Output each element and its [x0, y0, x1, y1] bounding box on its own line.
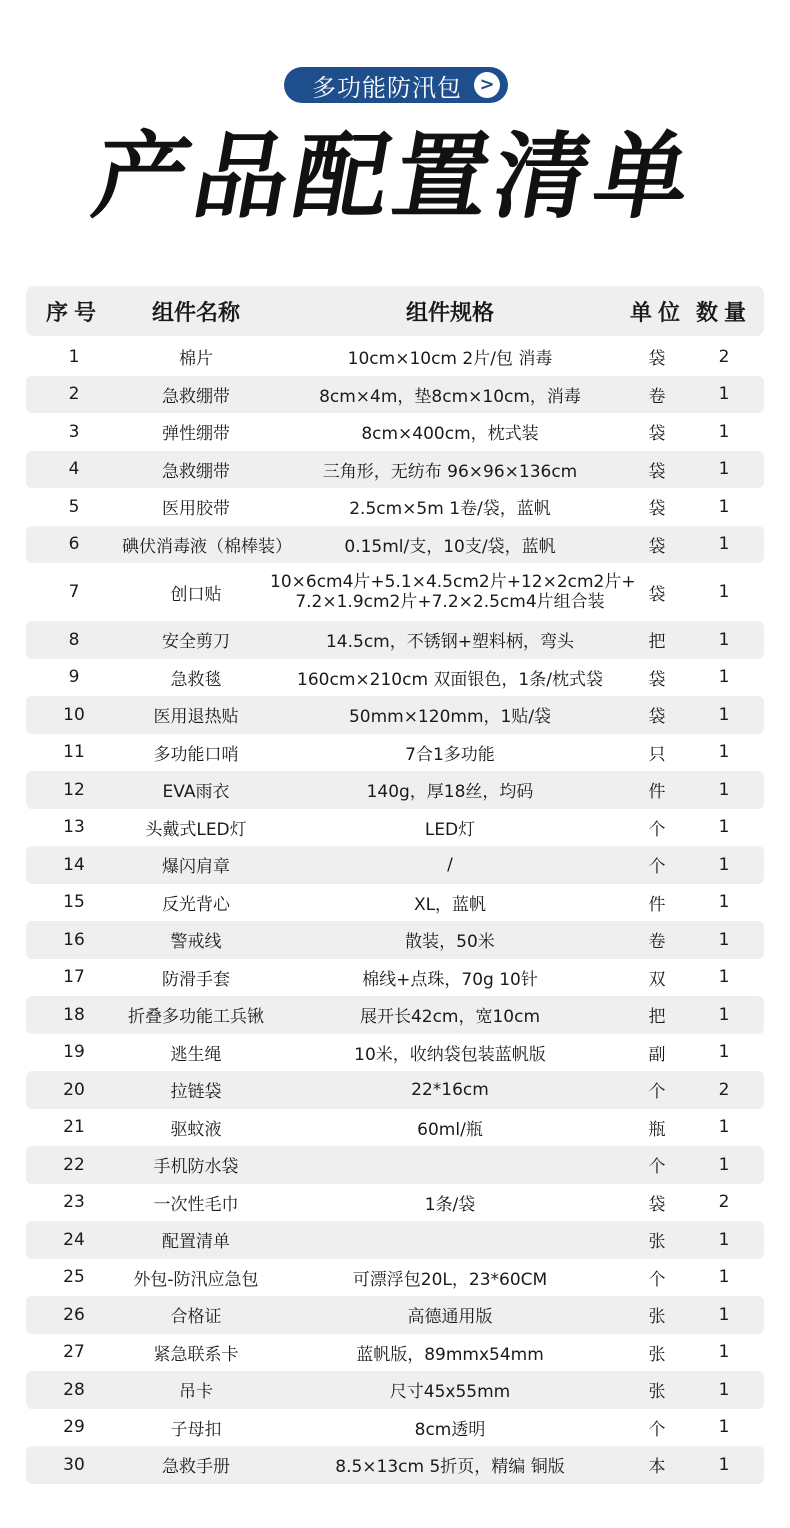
table-row	[26, 376, 764, 414]
page-title: 产品配置清单	[85, 123, 705, 232]
row-index: 29	[63, 1417, 85, 1438]
row-unit: 袋	[648, 461, 666, 482]
row-spec: 8cm×4m，垫8cm×10cm，消毒	[319, 386, 581, 407]
table-row	[26, 526, 764, 564]
row-name: 安全剪刀	[162, 632, 230, 653]
row-spec: 8cm×400cm，枕式装	[361, 424, 539, 445]
table-row	[26, 696, 764, 734]
row-index: 3	[68, 421, 80, 442]
row-unit: 把	[648, 1007, 666, 1028]
row-qty: 1	[718, 496, 730, 517]
table-header	[26, 286, 764, 336]
row-index: 2	[68, 384, 80, 405]
row-name: 棉片	[179, 349, 213, 370]
table-row	[26, 846, 764, 884]
row-index: 19	[63, 1042, 85, 1063]
row-name: 折叠多功能工兵锹	[128, 1007, 264, 1028]
row-spec: 10米，收纳袋包装蓝帆版	[354, 1044, 546, 1065]
row-unit: 瓶	[648, 1119, 666, 1140]
header-spec: 组件规格	[405, 300, 494, 326]
row-unit: 个	[648, 819, 666, 840]
row-qty: 1	[718, 1454, 730, 1475]
row-spec: 三角形，无纺布 96×96×136cm	[322, 461, 578, 482]
table-row	[26, 1334, 764, 1372]
row-qty: 1	[718, 704, 730, 725]
row-spec: 7合1多功能	[405, 744, 495, 765]
chevron-right-icon: >	[474, 72, 500, 98]
row-index: 24	[63, 1229, 85, 1250]
table-row	[26, 451, 764, 489]
row-unit: 个	[648, 1419, 666, 1440]
row-name: 头戴式LED灯	[145, 819, 247, 840]
row-unit: 袋	[648, 584, 666, 605]
row-qty: 1	[718, 1342, 730, 1363]
table-row	[26, 1109, 764, 1147]
table-row	[26, 959, 764, 997]
row-spec: 0.15ml/支，10支/袋，蓝帆	[344, 536, 556, 557]
row-name: 配置清单	[162, 1232, 230, 1253]
row-qty: 2	[718, 1192, 730, 1213]
row-qty: 1	[718, 854, 730, 875]
row-unit: 个	[648, 857, 666, 878]
row-index: 14	[63, 854, 85, 875]
row-qty: 1	[718, 1004, 730, 1025]
row-index: 10	[63, 704, 85, 725]
row-unit: 副	[648, 1044, 666, 1065]
row-index: 8	[68, 629, 80, 650]
row-unit: 本	[648, 1457, 666, 1478]
row-qty: 1	[718, 892, 730, 913]
row-name: 紧急联系卡	[153, 1344, 239, 1365]
row-unit: 个	[648, 1157, 666, 1178]
row-index: 26	[63, 1304, 85, 1325]
config-table	[26, 286, 764, 1484]
table-row	[26, 809, 764, 847]
row-name: 一次性毛巾	[153, 1194, 239, 1215]
row-spec: 8cm透明	[414, 1419, 486, 1440]
table-row	[26, 734, 764, 772]
row-index: 5	[68, 496, 80, 517]
row-qty: 1	[718, 1304, 730, 1325]
row-index: 15	[63, 892, 85, 913]
row-spec: 2.5cm×5m 1卷/袋，蓝帆	[349, 499, 551, 520]
row-index: 6	[68, 534, 80, 555]
row-index: 18	[63, 1004, 85, 1025]
row-qty: 1	[718, 817, 730, 838]
table-row	[26, 1409, 764, 1447]
row-name: 驱蚊液	[170, 1119, 222, 1140]
row-index: 11	[63, 742, 85, 763]
table-row	[26, 338, 764, 376]
row-qty: 1	[718, 629, 730, 650]
row-qty: 2	[718, 346, 730, 367]
row-index: 27	[63, 1342, 85, 1363]
row-unit: 个	[648, 1269, 666, 1290]
row-spec: 高德通用版	[407, 1307, 493, 1328]
row-name: 警戒线	[170, 932, 222, 953]
row-qty: 1	[718, 929, 730, 950]
row-spec: XL，蓝帆	[413, 894, 487, 915]
table-row	[26, 659, 764, 697]
row-index: 17	[63, 967, 85, 988]
row-index: 13	[63, 817, 85, 838]
row-index: 9	[68, 667, 80, 688]
row-name: 吊卡	[179, 1382, 213, 1403]
table-row	[26, 1259, 764, 1297]
row-spec: 蓝帆版，89mmx54mm	[356, 1344, 544, 1365]
row-unit: 张	[648, 1382, 666, 1403]
row-unit: 个	[648, 1082, 666, 1103]
row-spec: 140g，厚18丝，均码	[366, 782, 534, 803]
row-unit: 袋	[648, 536, 666, 557]
row-spec-line: 7.2×1.9cm2片+7.2×2.5cm4片组合装	[295, 592, 605, 612]
row-name: 医用胶带	[162, 499, 230, 520]
row-spec: 50mm×120mm，1贴/袋	[348, 707, 552, 728]
table-row	[26, 1371, 764, 1409]
category-badge[interactable]	[284, 67, 508, 103]
badge-label: 多功能防汛包	[312, 73, 462, 102]
row-qty: 1	[718, 421, 730, 442]
header-index: 序号	[45, 300, 102, 326]
row-qty: 1	[718, 1379, 730, 1400]
table-row	[26, 1221, 764, 1259]
table-row	[26, 563, 764, 621]
table-row	[26, 621, 764, 659]
row-name: 创口贴	[170, 584, 222, 605]
table-row	[26, 1296, 764, 1334]
row-unit: 卷	[648, 932, 666, 953]
row-index: 30	[63, 1454, 85, 1475]
row-spec: 尺寸45x55mm	[389, 1382, 511, 1403]
row-name: 急救绷带	[162, 386, 230, 407]
row-spec	[270, 572, 636, 612]
row-name: 爆闪肩章	[162, 857, 230, 878]
row-qty: 1	[718, 779, 730, 800]
row-qty: 1	[718, 459, 730, 480]
row-unit: 袋	[648, 707, 666, 728]
row-qty: 1	[718, 534, 730, 555]
row-unit: 张	[648, 1344, 666, 1365]
row-unit: 只	[648, 744, 666, 765]
row-unit: 袋	[648, 1194, 666, 1215]
table-row	[26, 996, 764, 1034]
row-name: 弹性绷带	[162, 424, 230, 445]
row-spec: LED灯	[424, 819, 476, 840]
table-row	[26, 1146, 764, 1184]
row-index: 21	[63, 1117, 85, 1138]
row-qty: 1	[718, 384, 730, 405]
row-qty: 1	[718, 1117, 730, 1138]
table-row	[26, 1071, 764, 1109]
row-qty: 1	[718, 1229, 730, 1250]
row-unit: 件	[648, 782, 666, 803]
table-row	[26, 921, 764, 959]
row-index: 22	[63, 1154, 85, 1175]
row-unit: 袋	[648, 424, 666, 445]
row-spec: 散装，50米	[405, 932, 495, 953]
row-name: 急救绷带	[162, 461, 230, 482]
row-name: 碘伏消毒液（棉棒装）	[122, 536, 292, 557]
row-name: 反光背心	[162, 894, 230, 915]
row-index: 12	[63, 779, 85, 800]
row-spec: 棉线+点珠，70g 10针	[362, 969, 538, 990]
row-qty: 1	[718, 967, 730, 988]
row-index: 16	[63, 929, 85, 950]
row-index: 23	[63, 1192, 85, 1213]
row-unit: 袋	[648, 499, 666, 520]
row-spec: 160cm×210cm 双面银色，1条/枕式袋	[297, 669, 603, 690]
row-unit: 双	[648, 969, 666, 990]
row-name: 拉链袋	[170, 1082, 222, 1103]
row-qty: 1	[718, 1042, 730, 1063]
row-name: 急救毯	[170, 669, 222, 690]
row-index: 7	[68, 582, 80, 602]
row-name: EVA雨衣	[162, 782, 230, 803]
row-unit: 张	[648, 1307, 666, 1328]
row-name: 急救手册	[162, 1457, 230, 1478]
row-qty: 1	[718, 582, 730, 602]
row-unit: 张	[648, 1232, 666, 1253]
table-row	[26, 488, 764, 526]
row-spec: 14.5cm，不锈钢+塑料柄，弯头	[325, 632, 574, 653]
table-row	[26, 1184, 764, 1222]
row-spec: 22*16cm	[411, 1079, 489, 1100]
row-index: 4	[68, 459, 80, 480]
row-spec: 展开长42cm，宽10cm	[359, 1007, 541, 1028]
row-index: 25	[63, 1267, 85, 1288]
row-qty: 1	[718, 667, 730, 688]
row-name: 防滑手套	[162, 969, 230, 990]
table-row	[26, 1446, 764, 1484]
row-name: 多功能口哨	[153, 744, 239, 765]
row-name: 手机防水袋	[153, 1157, 239, 1178]
row-unit: 袋	[648, 669, 666, 690]
row-spec: 60ml/瓶	[417, 1119, 483, 1140]
row-qty: 1	[718, 742, 730, 763]
row-qty: 1	[718, 1417, 730, 1438]
row-spec: 可漂浮包20L，23*60CM	[352, 1269, 548, 1290]
row-spec: 8.5×13cm 5折页，精编 铜版	[335, 1457, 565, 1478]
row-name: 合格证	[170, 1307, 222, 1328]
row-qty: 1	[718, 1267, 730, 1288]
table-row	[26, 884, 764, 922]
row-unit: 卷	[648, 386, 666, 407]
header-unit: 单位	[630, 300, 687, 326]
table-row	[26, 1034, 764, 1072]
row-unit: 件	[648, 894, 666, 915]
table-row	[26, 771, 764, 809]
row-name: 外包-防汛应急包	[133, 1269, 259, 1290]
row-spec-line: 10×6cm4片+5.1×4.5cm2片+12×2cm2片+	[270, 572, 636, 592]
row-qty: 2	[718, 1079, 730, 1100]
header-name: 组件名称	[151, 300, 240, 326]
row-unit: 袋	[648, 349, 666, 370]
row-index: 20	[63, 1079, 85, 1100]
header-qty: 数量	[695, 300, 752, 326]
row-name: 子母扣	[170, 1419, 222, 1440]
row-name: 逃生绳	[170, 1044, 222, 1065]
row-name: 医用退热贴	[153, 707, 239, 728]
row-qty: 1	[718, 1154, 730, 1175]
row-spec: 10cm×10cm 2片/包 消毒	[347, 349, 553, 370]
table-row	[26, 413, 764, 451]
row-index: 28	[63, 1379, 85, 1400]
row-spec: /	[447, 854, 453, 875]
row-unit: 把	[648, 632, 666, 653]
row-index: 1	[68, 346, 80, 367]
row-spec: 1条/袋	[424, 1194, 476, 1215]
